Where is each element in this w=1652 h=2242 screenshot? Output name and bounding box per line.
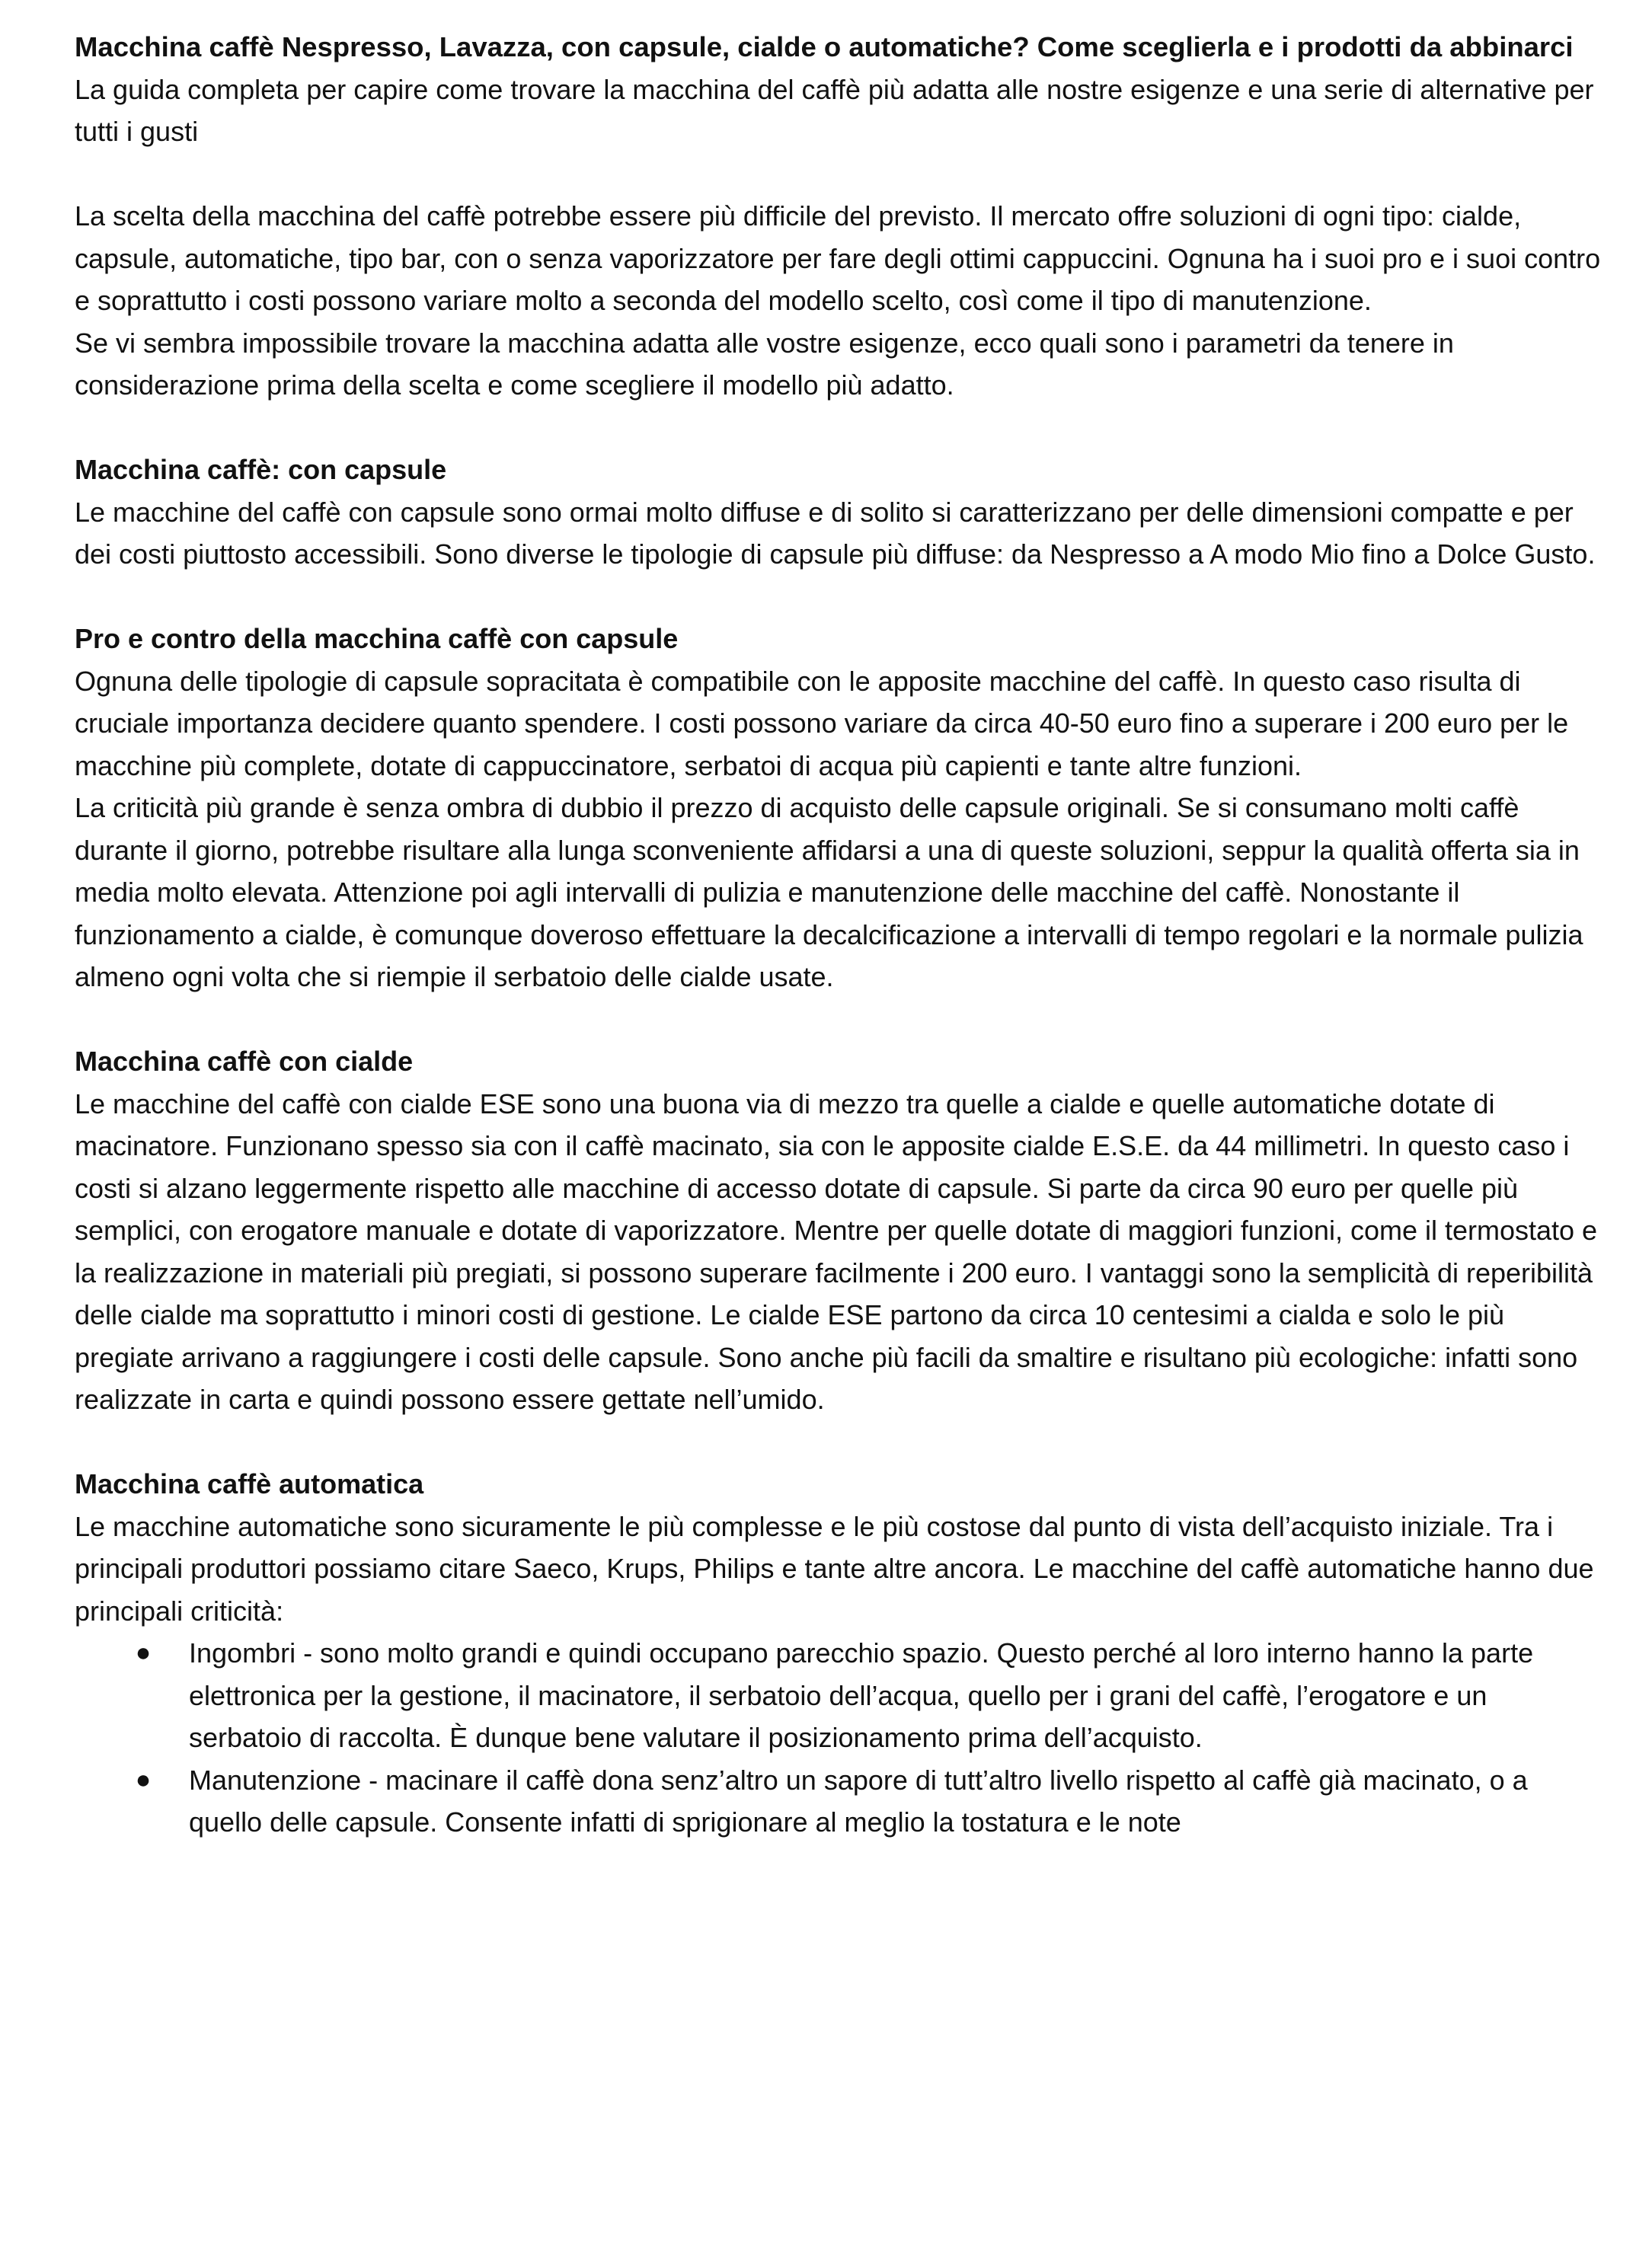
section-heading-capsule: Macchina caffè: con capsule [75,454,447,485]
intro-paragraph: Se vi sembra impossibile trovare la macchina adatta alle vostre esigenze, ecco quali sono i parametri da tenere in considerazione prima della scelta e come scegliere il modello più adatto. [75,327,1454,401]
spacer [75,407,1606,449]
section-heading-automatica: Macchina caffè automatica [75,1468,424,1499]
list-item [75,1759,1606,1844]
section-paragraph: Le macchine automatiche sono sicuramente le più complesse e le più costose dal punto di vista dell’acquisto iniziale. Tra i principali produttori possiamo citare Saeco, Krups, Philips e tante altre ancora. Le macchine del caffè automatiche hanno due principali criticità: [75,1510,1594,1627]
spacer [75,998,1606,1041]
bullet-icon: ● [135,1638,152,1667]
list-item-text: Manutenzione - macinare il caffè dona senz’altro un sapore di tutt’altro livello rispetto al caffè già macinato, o a quello delle capsule. Consente infatti di sprigionare al meglio la tostatura e le note [189,1764,1528,1838]
section-paragraph: La criticità più grande è senza ombra di dubbio il prezzo di acquisto delle capsule originali. Se si consumano molti caffè durante il giorno, potrebbe risultare alla lunga sconveniente affidarsi a una di queste soluzioni, seppur la qualità offerta sia in media molto elevata. Attenzione poi agli intervalli di pulizia e manutenzione delle macchine del caffè. Nonostante il funzionamento a cialde, è comunque doveroso effettuare la decalcificazione a intervalli di tempo regolari e la normale pulizia almeno ogni volta che si riempie il serbatoio delle cialde usate. [75,792,1583,992]
article-title: Macchina caffè Nespresso, Lavazza, con capsule, cialde o automatiche? Come sceglierla e i prodotti da abbinarci [75,31,1574,62]
article-subtitle: La guida completa per capire come trovare la macchina del caffè più adatta alle nostre esigenze e una serie di alternative per tutti i gusti [75,73,1594,147]
list-item [75,1632,1606,1759]
section-heading-pro-contro: Pro e contro della macchina caffè con capsule [75,623,679,654]
section-paragraph: Ognuna delle tipologie di capsule sopracitata è compatibile con le apposite macchine del caffè. In questo caso risulta di cruciale importanza decidere quanto spendere. I costi possono variare da circa 40-50 euro fino a superare i 200 euro per le macchine più complete, dotate di cappuccinatore, serbatoi di acqua più capienti e tante altre funzioni. [75,665,1569,781]
document-page [75,26,1606,1844]
list-item-text: Ingombri - sono molto grandi e quindi occupano parecchio spazio. Questo perché al loro interno hanno la parte elettronica per la gestione, il macinatore, il serbatoio dell’acqua, quello per i grani del caffè, l’erogatore e un serbatoio di raccolta. È dunque bene valutare il posizionamento prima dell’acquisto. [189,1637,1534,1753]
section-heading-cialde: Macchina caffè con cialde [75,1046,414,1077]
criticita-list [75,1632,1606,1844]
spacer [75,576,1606,618]
bullet-icon: ● [135,1765,152,1794]
spacer [75,1421,1606,1464]
section-paragraph: Le macchine del caffè con capsule sono ormai molto diffuse e di solito si caratterizzano per delle dimensioni compatte e per dei costi piuttosto accessibili. Sono diverse le tipologie di capsule più diffuse: da Nespresso a A modo Mio fino a Dolce Gusto. [75,496,1596,570]
section-paragraph: Le macchine del caffè con cialde ESE sono una buona via di mezzo tra quelle a cialde e quelle automatiche dotate di macinatore. Funzionano spesso sia con il caffè macinato, sia con le apposite cialde E.S.E. da 44 millimetri. In questo caso i costi si alzano leggermente rispetto alle macchine di accesso dotate di capsule. Si parte da circa 90 euro per quelle più semplici, con erogatore manuale e dotate di vaporizzatore. Mentre per quelle dotate di maggiori funzioni, come il termostato e la realizzazione in materiali più pregiati, si possono superare facilmente i 200 euro. I vantaggi sono la semplicità di reperibilità delle cialde ma soprattutto i minori costi di gestione. Le cialde ESE partono da circa 10 centesimi a cialda e solo le più pregiate arrivano a raggiungere i costi delle capsule. Sono anche più facili da smaltire e risultano più ecologiche: infatti sono realizzate in carta e quindi possono essere gettate nell’umido. [75,1087,1598,1415]
intro-paragraph: La scelta della macchina del caffè potrebbe essere più difficile del previsto. Il mercato offre soluzioni di ogni tipo: cialde, capsule, automatiche, tipo bar, con o senza vaporizzatore per fare degli ottimi cappuccini. Ognuna ha i suoi pro e i suoi contro e soprattutto i costi possono variare molto a seconda del modello scelto, così come il tipo di manutenzione. [75,200,1601,316]
spacer [75,153,1606,196]
